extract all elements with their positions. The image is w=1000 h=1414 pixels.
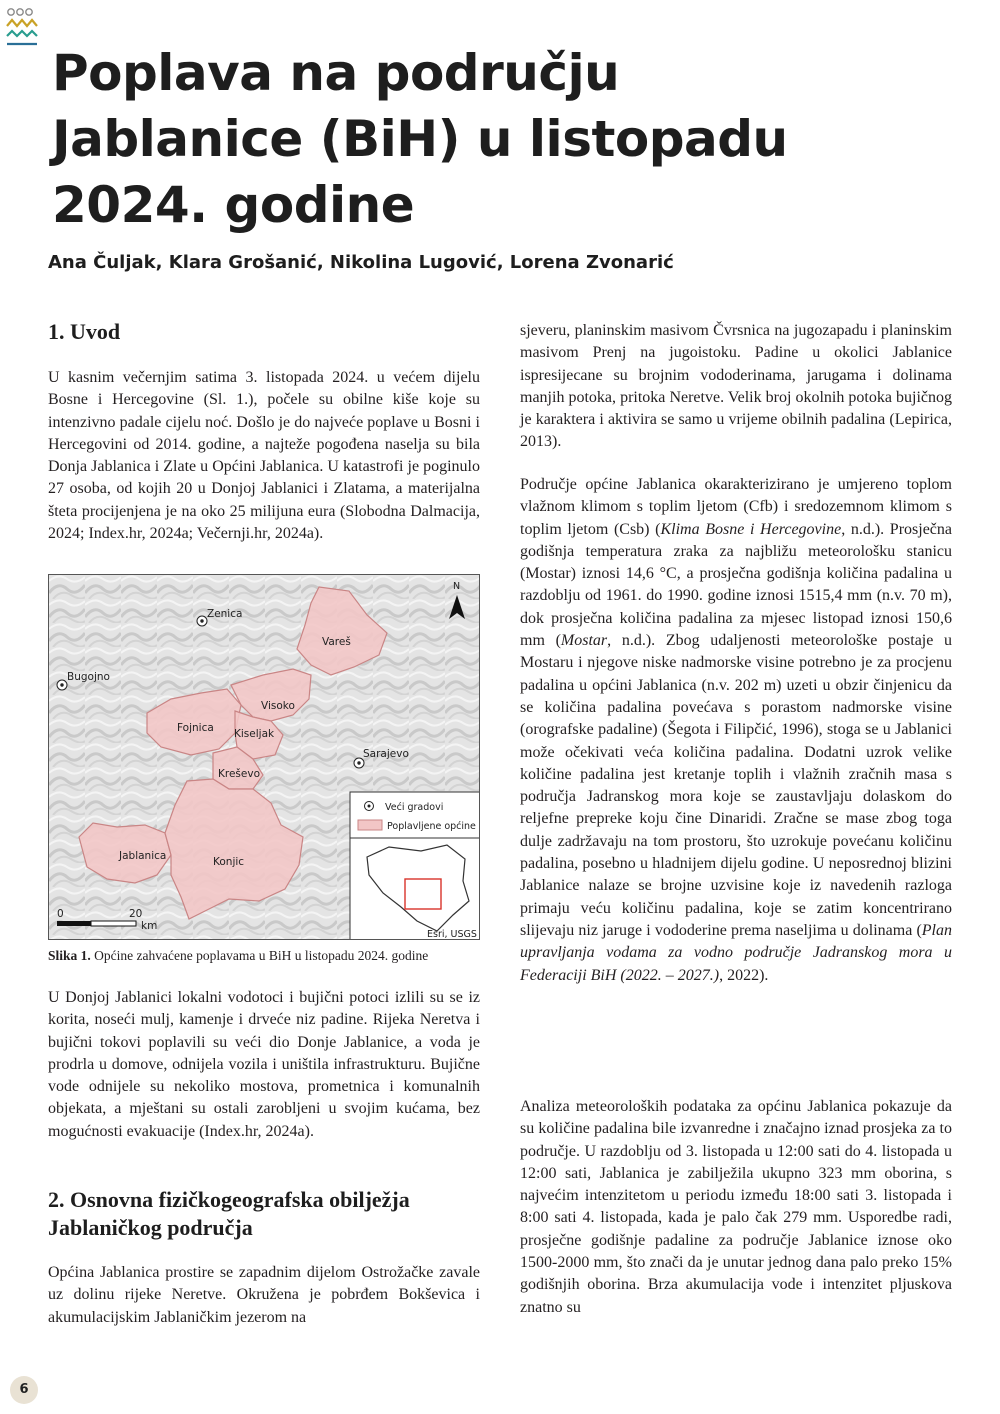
journal-logo-icon xyxy=(6,6,40,52)
map-figure xyxy=(48,574,480,940)
meteorological-analysis-paragraph: Analiza meteoroloških podataka za općinu Jablanica pokazuje da su količine padalina bile izvanredne i značajno iznad prosjeka za to područje. U razdoblju od 3. listopada u 12:00 sati do 4. listopada u 12:00 sati, Jablanica je zabilježila ukupno 323 mm oborina, s najvećim intenzitetom u periodu između 18:00 sati 3. listopada i 8:00 sati 4. listopada, kada je palo čak 279 mm. Usporedbe radi, prosječne godišnje padaline za područje Jablanice iznose oko 1500-2000 mm, što znači da je unutar jednog dana palo preko 15% godišnjih oborina. Brza akumulacija vode i intenzitet pljuskova znatno su xyxy=(520,1098,952,1316)
svg-text:0: 0 xyxy=(57,908,64,920)
svg-text:20: 20 xyxy=(129,908,143,920)
svg-text:N: N xyxy=(453,581,461,592)
label-vares: Vareš xyxy=(322,636,351,648)
geography-paragraph-1: Općina Jablanica prostire se zapadnim dijelom Ostrožačke zavale uz dolinu rijeke Neretve. Okružena je pobrđem Bokševica i akumulacijskim Jablaničkim jezerom na xyxy=(48,1264,480,1326)
svg-text:Veći gradovi: Veći gradovi xyxy=(385,802,444,813)
label-fojnica: Fojnica xyxy=(177,722,214,734)
title-line-1: Poplava na području xyxy=(52,44,620,102)
label-konjic: Konjic xyxy=(213,856,245,868)
figure-caption xyxy=(48,947,488,965)
inset-map xyxy=(350,838,480,940)
svg-text:Poplavljene općine: Poplavljene općine xyxy=(387,821,476,832)
geography-paragraph-1-continued: sjeveru, planinskim masivom Čvrsnica na jugozapadu i planinskim masivom Prenj na jugoistoku. Padine u okolici Jablanice ispresijecane su brojnim vododerinama, jarugama i dolinama manjih potoka, pritoka Neretve. Velik broj okolnih potoka bujičnog je karaktera i aktivira se samo u vrijeme obilnih padalina (Lepirica, 2013). xyxy=(520,322,952,451)
title-line-2: Jablanice (BiH) u listopadu xyxy=(52,110,788,168)
svg-text:Esri, USGS: Esri, USGS xyxy=(427,929,477,940)
article-title xyxy=(52,40,952,238)
authors: Ana Čuljak, Klara Grošanić, Nikolina Lugović, Lorena Zvonarić xyxy=(48,252,674,273)
caption-text: Općine zahvaćene poplavama u BiH u listopadu 2024. godine xyxy=(94,948,429,963)
intro-paragraph-2: U Donjoj Jablanici lokalni vodotoci i bujični potoci izlili su se iz korita, noseći mulj, kamenje i drveće niz padine. Rijeka Neretva i bujični tokovi poplavili su veći dio Donje Jablanice, a voda je prodrla u domove, odnijela vozila i uništila infrastrukturu. Bujične vode odnijele su nekoliko mostova, prometnica i komunalnih objekata, a mještani su ostali zarobljeni u svojim kućama, bez mogućnosti evakuacije (Index.hr, 2024a). xyxy=(48,989,480,1140)
heading-line-1: 2. Osnovna fizičkogeografska obilježja xyxy=(48,1187,410,1212)
title-line-3: 2024. godine xyxy=(52,176,415,234)
heading-line-2: Jablaničkog područja xyxy=(48,1215,253,1240)
climate-paragraph: Područje općine Jablanica okarakterizirano je umjereno toplom vlažnom klimom s toplim ljetom (Cfb) i sredozemnom klimom s toplim ljetom (Csb) (Klima Bosne i Hercegovine, n.d.). Prosječna godišnja temperatura zraka za najbližu meteorološku stanicu (Mostar) iznosi 14,6 °C, a prosječna godišnja količina padalina u razdoblju od 1961. do 1990. godine iznosi 1515,4 mm (n.v. 70 m), dok prosječna količina padalina za mjesec listopad iznosi 150,6 mm (Mostar, n.d.). Zbog udaljenosti meteorološke postaje u Mostaru i njegove niske nadmorske visine potrebno je za procjenu padalina u općini Jablanica (n.v. 202 m) uzeti u obzir činjenicu da se količina padalina povećava s porastom nadmorske visine (orografske padaline) (Šegota i Filipčić, 1996), stoga se u Jablanici može očekivati veća količina padalina. Dodatni uzrok velike količine padalina jest kretanje toplih i vlažnih zračnih masa s područja Jadranskog mora koje se zaustavljaju dolaskom do reljefne prepreke koju čine Dinaridi. Zračne se mase zbog toga dulje zadržavaju na tom prostoru, što uzrokuje povećanu količinu padalina, posebno u hladnijem dijelu godine. U neposrednoj blizini Jablanice nalaze se brojne uzvisine koje iz navedenih razloga primaju veću količinu padalina, koje se zatim koncentrirano slijevaju niz jaruge i vododerine prema naseljima u dolinama (Plan upravljanja vodama za vodno područje Jadranskog mora u Federaciji BiH (2022. – 2027.), 2022). xyxy=(520,476,953,984)
caption-label: Slika 1. xyxy=(48,948,91,963)
svg-text:km: km xyxy=(141,920,158,932)
intro-paragraph-1: U kasnim večernjim satima 3. listopada 2024. u većem dijelu Bosne i Hercegovine (Sl. 1.), počele su obilne kiše koje su intenzivno padale cijelu noć. Došlo je do najveće poplave u Bosni i Hercegovini od 2014. godine, a najteže pogođena naselja su bila Donja Jablanica i Zlate u Općini Jablanica. U katastrofi je poginulo 27 osoba, od kojih 20 u Donjoj Jablanici i Zlatama, a materijalna šteta procijenjena je na oko 25 milijuna eura (Slobodna Dalmacija, 2024; Index.hr, 2024a; Večernji.hr, 2024a). xyxy=(48,369,480,543)
svg-text:Sarajevo: Sarajevo xyxy=(363,748,409,760)
svg-text:Bugojno: Bugojno xyxy=(67,671,110,683)
page-number: 6 xyxy=(10,1376,38,1404)
label-visoko: Visoko xyxy=(261,700,295,712)
label-jablanica: Jablanica xyxy=(119,850,167,862)
label-kiseljak: Kiseljak xyxy=(234,728,275,740)
svg-text:Zenica: Zenica xyxy=(207,608,243,620)
section-heading-physical-geography xyxy=(48,1186,480,1242)
map-legend xyxy=(350,792,480,838)
section-heading-intro: 1. Uvod xyxy=(48,319,121,344)
label-kresevo: Kreševo xyxy=(218,768,260,780)
